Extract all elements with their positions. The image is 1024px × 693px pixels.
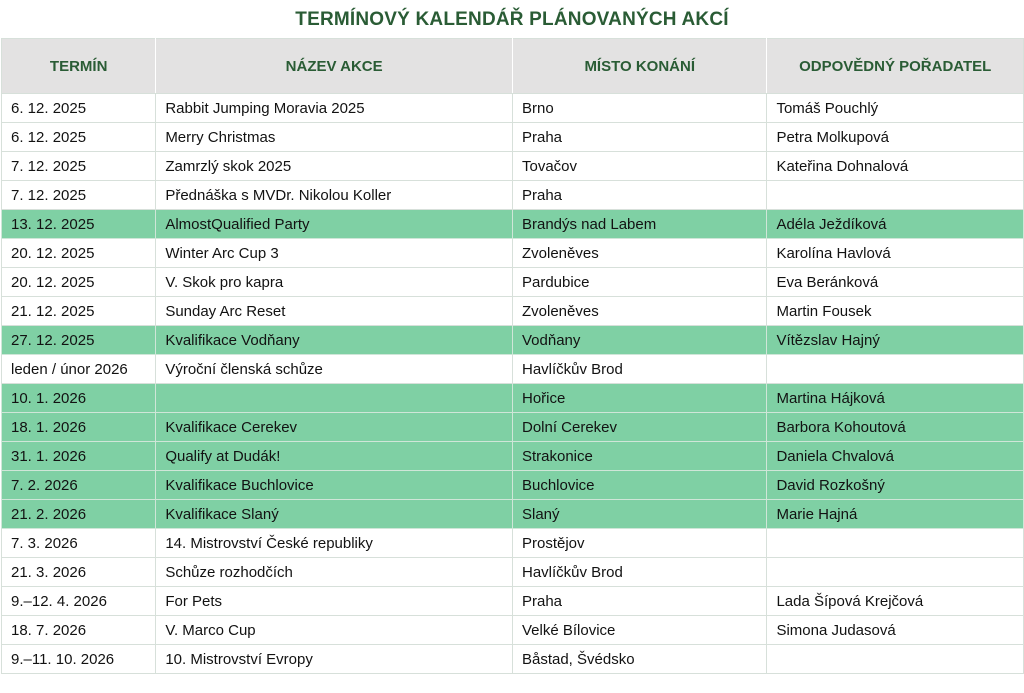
cell-nazev-akce: V. Marco Cup: [156, 616, 513, 645]
table-row: [2, 152, 1024, 181]
table-row: [2, 181, 1024, 210]
table-row: [2, 355, 1024, 384]
cell-nazev-akce: Kvalifikace Vodňany: [156, 326, 513, 355]
page-title: TERMÍNOVÝ KALENDÁŘ PLÁNOVANÝCH AKCÍ: [295, 9, 729, 30]
cell-misto-konani: Båstad, Švédsko: [512, 645, 766, 674]
cell-nazev-akce: 14. Mistrovství České republiky: [156, 529, 513, 558]
cell-odpovedny-poradatel: Lada Šípová Krejčová: [767, 587, 1024, 616]
cell-odpovedny-poradatel: [767, 181, 1024, 210]
cell-misto-konani: Dolní Cerekev: [512, 413, 766, 442]
cell-nazev-akce: Přednáška s MVDr. Nikolou Koller: [156, 181, 513, 210]
cell-termin: 7. 2. 2026: [2, 471, 156, 500]
cell-nazev-akce: Kvalifikace Cerekev: [156, 413, 513, 442]
cell-misto-konani: Strakonice: [512, 442, 766, 471]
header-row: [2, 39, 1024, 94]
cell-odpovedny-poradatel: Martin Fousek: [767, 297, 1024, 326]
table-row: [2, 558, 1024, 587]
cell-odpovedny-poradatel: Simona Judasová: [767, 616, 1024, 645]
cell-termin: 13. 12. 2025: [2, 210, 156, 239]
cell-termin: 18. 1. 2026: [2, 413, 156, 442]
cell-odpovedny-poradatel: David Rozkošný: [767, 471, 1024, 500]
table-row: [2, 384, 1024, 413]
cell-odpovedny-poradatel: Kateřina Dohnalová: [767, 152, 1024, 181]
table-row: [2, 616, 1024, 645]
cell-termin: 20. 12. 2025: [2, 239, 156, 268]
cell-odpovedny-poradatel: Barbora Kohoutová: [767, 413, 1024, 442]
cell-termin: leden / únor 2026: [2, 355, 156, 384]
cell-nazev-akce: Rabbit Jumping Moravia 2025: [156, 94, 513, 123]
cell-odpovedny-poradatel: Adéla Ježdíková: [767, 210, 1024, 239]
cell-nazev-akce: For Pets: [156, 587, 513, 616]
cell-misto-konani: Prostějov: [512, 529, 766, 558]
cell-termin: 6. 12. 2025: [2, 123, 156, 152]
cell-termin: 27. 12. 2025: [2, 326, 156, 355]
table-row: [2, 123, 1024, 152]
cell-termin: 20. 12. 2025: [2, 268, 156, 297]
cell-odpovedny-poradatel: [767, 645, 1024, 674]
cell-misto-konani: Tovačov: [512, 152, 766, 181]
cell-odpovedny-poradatel: Tomáš Pouchlý: [767, 94, 1024, 123]
cell-nazev-akce: Zamrzlý skok 2025: [156, 152, 513, 181]
cell-misto-konani: Hořice: [512, 384, 766, 413]
cell-misto-konani: Velké Bílovice: [512, 616, 766, 645]
cell-nazev-akce: 10. Mistrovství Evropy: [156, 645, 513, 674]
cell-odpovedny-poradatel: [767, 529, 1024, 558]
cell-termin: 9.–12. 4. 2026: [2, 587, 156, 616]
cell-termin: 7. 3. 2026: [2, 529, 156, 558]
cell-odpovedny-poradatel: Petra Molkupová: [767, 123, 1024, 152]
cell-termin: 18. 7. 2026: [2, 616, 156, 645]
table-body: [2, 94, 1024, 674]
cell-odpovedny-poradatel: Eva Beránková: [767, 268, 1024, 297]
cell-odpovedny-poradatel: Martina Hájková: [767, 384, 1024, 413]
cell-misto-konani: Vodňany: [512, 326, 766, 355]
cell-termin: 31. 1. 2026: [2, 442, 156, 471]
cell-misto-konani: Zvoleněves: [512, 239, 766, 268]
cell-odpovedny-poradatel: Daniela Chvalová: [767, 442, 1024, 471]
cell-misto-konani: Havlíčkův Brod: [512, 558, 766, 587]
cell-termin: 7. 12. 2025: [2, 152, 156, 181]
events-table: [1, 38, 1024, 674]
cell-misto-konani: Brno: [512, 94, 766, 123]
header-odpovedny-poradatel: ODPOVĚDNÝ POŘADATEL: [767, 39, 1024, 94]
table-row: [2, 442, 1024, 471]
table-row: [2, 268, 1024, 297]
table-row: [2, 529, 1024, 558]
table-header: [2, 39, 1024, 94]
cell-odpovedny-poradatel: Karolína Havlová: [767, 239, 1024, 268]
cell-termin: 21. 3. 2026: [2, 558, 156, 587]
cell-odpovedny-poradatel: [767, 355, 1024, 384]
cell-nazev-akce: Kvalifikace Slaný: [156, 500, 513, 529]
table-row: [2, 326, 1024, 355]
cell-misto-konani: Praha: [512, 123, 766, 152]
cell-misto-konani: Pardubice: [512, 268, 766, 297]
table-row: [2, 239, 1024, 268]
cell-nazev-akce: Merry Christmas: [156, 123, 513, 152]
cell-nazev-akce: Kvalifikace Buchlovice: [156, 471, 513, 500]
cell-nazev-akce: Schůze rozhodčích: [156, 558, 513, 587]
cell-misto-konani: Slaný: [512, 500, 766, 529]
cell-odpovedny-poradatel: [767, 558, 1024, 587]
table-row: [2, 587, 1024, 616]
cell-termin: 10. 1. 2026: [2, 384, 156, 413]
cell-nazev-akce: AlmostQualified Party: [156, 210, 513, 239]
cell-nazev-akce: Sunday Arc Reset: [156, 297, 513, 326]
table-row: [2, 94, 1024, 123]
cell-odpovedny-poradatel: Vítězslav Hajný: [767, 326, 1024, 355]
table-row: [2, 413, 1024, 442]
header-termin: TERMÍN: [2, 39, 156, 94]
cell-nazev-akce: [156, 384, 513, 413]
cell-nazev-akce: Winter Arc Cup 3: [156, 239, 513, 268]
cell-misto-konani: Brandýs nad Labem: [512, 210, 766, 239]
cell-misto-konani: Praha: [512, 587, 766, 616]
cell-nazev-akce: Výroční členská schůze: [156, 355, 513, 384]
cell-termin: 21. 12. 2025: [2, 297, 156, 326]
cell-misto-konani: Zvoleněves: [512, 297, 766, 326]
cell-termin: 9.–11. 10. 2026: [2, 645, 156, 674]
table-row: [2, 471, 1024, 500]
cell-nazev-akce: Qualify at Dudák!: [156, 442, 513, 471]
header-misto-konani: MÍSTO KONÁNÍ: [512, 39, 766, 94]
cell-termin: 7. 12. 2025: [2, 181, 156, 210]
cell-misto-konani: Buchlovice: [512, 471, 766, 500]
header-nazev-akce: NÁZEV AKCE: [156, 39, 513, 94]
cell-misto-konani: Havlíčkův Brod: [512, 355, 766, 384]
cell-termin: 6. 12. 2025: [2, 94, 156, 123]
table-row: [2, 500, 1024, 529]
table-row: [2, 645, 1024, 674]
cell-misto-konani: Praha: [512, 181, 766, 210]
cell-odpovedny-poradatel: Marie Hajná: [767, 500, 1024, 529]
cell-nazev-akce: V. Skok pro kapra: [156, 268, 513, 297]
table-row: [2, 297, 1024, 326]
table-row: [2, 210, 1024, 239]
cell-termin: 21. 2. 2026: [2, 500, 156, 529]
